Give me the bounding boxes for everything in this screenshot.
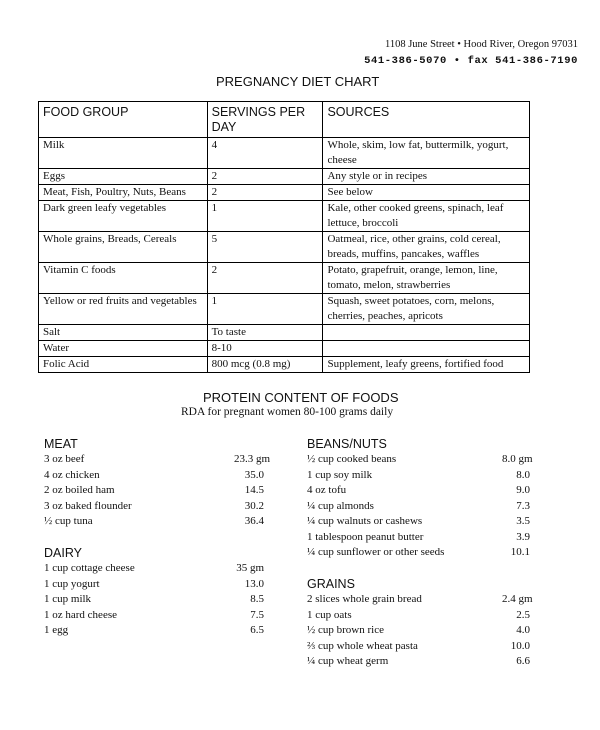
sources-cell: Potato, grapefruit, orange, lemon, line, tomato, melon, strawberries [323,263,530,294]
table-row [39,185,530,201]
protein-value: 36.4 [244,515,264,527]
list-item [44,623,264,639]
food-amount: ¼ cup sunflower or other seeds [307,546,445,558]
protein-value: 14.5 [244,484,264,496]
servings-cell: 800 mcg (0.8 mg) [207,357,323,373]
sources-cell: Whole, skim, low fat, buttermilk, yogurt, cheese [323,138,530,169]
servings-cell: 1 [207,294,323,325]
protein-value: 3.9 [516,530,530,543]
food-amount: 3 oz beef [44,453,85,465]
protein-value: 6.5 [250,624,264,636]
food-amount: 1 cup milk [44,593,92,605]
food-amount: ¼ cup almonds [307,499,374,512]
servings-cell: To taste [207,325,323,341]
dairy-section [44,545,264,639]
sources-cell: Oatmeal, rice, other grains, cold cereal, breads, muffins, pancakes, waffles [323,232,530,263]
table-row [39,294,530,325]
protein-value: 35.0 [244,468,264,481]
address: 1108 June Street • Hood River, Oregon 97031 [384,39,578,50]
protein-section-title: PROTEIN CONTENT OF FOODS [203,390,399,405]
list-item [44,592,264,608]
food-group-cell: Whole grains, Breads, Cereals [39,232,208,263]
header-servings: SERVINGS PER DAY [207,102,323,138]
protein-value: 10.1 [510,546,530,558]
sources-cell: Any style or in recipes [323,169,530,185]
rda-subtitle: RDA for pregnant women 80-100 grams daily [181,406,394,418]
header-food-group: FOOD GROUP [39,102,208,138]
list-item [307,483,530,499]
sources-cell [323,341,530,357]
protein-value: 3.5 [516,515,530,527]
table-row [39,201,530,232]
list-item [44,577,264,593]
table-header-row [39,102,530,138]
servings-cell: 8-10 [207,341,323,357]
list-item [307,623,530,639]
protein-value: 8.0 gm [502,453,533,465]
food-amount: 2 slices whole grain bread [307,593,422,605]
protein-value: 8.0 [516,468,530,481]
food-amount: ¼ cup wheat germ [307,655,389,667]
sources-cell [323,325,530,341]
protein-value: 8.5 [250,593,264,605]
food-amount: ⅔ cup whole wheat pasta [307,639,418,652]
food-amount: 3 oz baked flounder [44,499,132,512]
food-amount: 4 oz chicken [44,468,100,481]
food-amount: 1 cup oats [307,608,352,621]
list-item [44,452,271,468]
food-group-cell: Salt [39,325,208,341]
food-amount: 4 oz tofu [307,484,347,496]
protein-value: 2.5 [516,608,530,621]
sources-cell: Supplement, leafy greens, fortified food [323,357,530,373]
meat-section [44,436,271,530]
list-item [307,452,533,468]
list-item [44,514,264,530]
sources-cell: Kale, other cooked greens, spinach, leaf lettuce, broccoli [323,201,530,232]
list-item [44,561,264,577]
servings-cell: 2 [207,169,323,185]
list-item [44,608,264,624]
page-title: PREGNANCY DIET CHART [216,74,380,89]
grains-section [307,576,533,670]
food-amount: ½ cup cooked beans [307,453,397,465]
sources-cell: See below [323,185,530,201]
servings-cell: 2 [207,263,323,294]
list-item [307,654,530,670]
food-amount: 1 cup soy milk [307,468,373,481]
food-amount: ½ cup brown rice [307,624,384,636]
food-group-cell: Folic Acid [39,357,208,373]
food-group-cell: Dark green leafy vegetables [39,201,208,232]
grains-heading: GRAINS [307,577,355,591]
protein-value: 30.2 [244,499,264,512]
protein-value: 10.0 [510,639,530,652]
food-group-cell: Water [39,341,208,357]
table-row [39,232,530,263]
list-item [307,499,530,515]
food-group-cell: Vitamin C foods [39,263,208,294]
protein-value: 4.0 [516,624,530,636]
servings-cell: 4 [207,138,323,169]
list-item [307,592,533,608]
header-sources: SOURCES [323,102,530,138]
servings-cell: 2 [207,185,323,201]
beans-nuts-heading: BEANS/NUTS [307,437,387,451]
sources-cell: Squash, sweet potatoes, corn, melons, cherries, peaches, apricots [323,294,530,325]
servings-cell: 5 [207,232,323,263]
food-amount: 1 tablespoon peanut butter [307,530,424,543]
table-row [39,325,530,341]
list-item [307,514,530,530]
table-row [39,341,530,357]
food-amount: 1 oz hard cheese [44,608,117,621]
contact-phone-fax: 541-386-5070 • fax 541-386-7190 [364,55,578,67]
list-item [307,639,530,655]
food-amount: ¼ cup walnuts or cashews [307,515,423,527]
food-amount: 2 oz boiled ham [44,484,115,496]
servings-cell: 1 [207,201,323,232]
protein-value: 7.3 [516,499,530,512]
beans-nuts-section [307,436,533,561]
list-item [44,468,264,484]
protein-value: 2.4 gm [502,593,533,605]
protein-value: 9.0 [516,484,530,496]
table-row [39,169,530,185]
protein-value: 6.6 [516,655,530,667]
list-item [307,608,530,624]
protein-value: 13.0 [244,577,264,590]
table-row [39,138,530,169]
diet-table [38,101,530,373]
meat-heading: MEAT [44,437,78,451]
protein-value: 35 gm [236,562,264,574]
food-amount: ½ cup tuna [44,515,93,527]
list-item [44,499,264,515]
list-item [307,468,530,484]
dairy-heading: DAIRY [44,546,82,560]
food-group-cell: Milk [39,138,208,169]
list-item [44,483,264,499]
food-group-cell: Meat, Fish, Poultry, Nuts, Beans [39,185,208,201]
list-item [307,530,530,546]
protein-value: 23.3 gm [234,453,271,465]
food-amount: 1 cup yogurt [44,577,100,590]
food-amount: 1 egg [44,624,69,636]
table-row [39,357,530,373]
list-item [307,545,530,561]
protein-value: 7.5 [250,608,264,621]
table-row [39,263,530,294]
food-group-cell: Yellow or red fruits and vegetables [39,294,208,325]
food-group-cell: Eggs [39,169,208,185]
food-amount: 1 cup cottage cheese [44,562,135,574]
